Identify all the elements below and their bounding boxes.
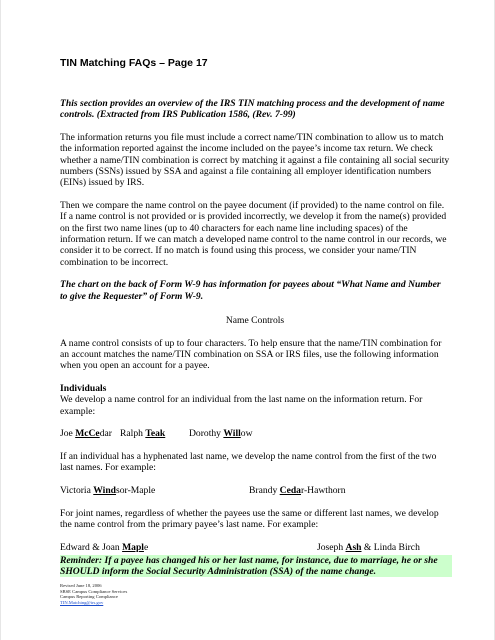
example-joint-names bbox=[60, 542, 450, 554]
intro-paragraph: This section provides an overview of the IRS TIN matching process and the development of name controls. (Extracted from IRS Publication 1586, (Rev. 7-99) bbox=[60, 98, 445, 121]
example-name-5: Brandy Cedar-Hawthorn bbox=[249, 484, 346, 496]
page-title: TIN Matching FAQs – Page 17 bbox=[60, 57, 208, 69]
footer-department: SBSE Campus Compliance Services bbox=[60, 588, 128, 594]
paragraph-name-control-compare: Then we compare the name control on the payee document (if provided) to the name control on file. If a name control is not provided or is provided incorrectly, we develop it from the name(s) provided on the first two name lines (up to 40 characters for each name line including spaces) of the information return. If we can match a developed name control to the name control in our records, we consider it to be correct. If no match is found using this process, we consider your name/TIN combination to be incorrect. bbox=[60, 199, 447, 268]
paragraph-name-tin-combination: The information returns you file must include a correct name/TIN combination to allow us to match the information reported against the income included on the payee’s income tax return. We check whether a name/TIN combination is correct by matching it against a file containing all social security numbers (SSNs) issued by SSA and against a file containing all employer identification numbers (EINs) issued by IRS. bbox=[60, 131, 450, 189]
section-heading-name-controls: Name Controls bbox=[225, 315, 285, 327]
joint-names-text: For joint names, regardless of whether the payees use the same or different last names, we develop the name control from the primary payee’s last name. For example: bbox=[60, 507, 439, 531]
page-footer bbox=[60, 583, 127, 605]
example-name-3: Dorothy Willow bbox=[189, 427, 253, 439]
example-name-1: Joe McCedar bbox=[60, 427, 112, 439]
w9-chart-note: The chart on the back of Form W-9 has information for payees about “What Name and Number to give the Requester” of Form W-9. bbox=[60, 279, 441, 302]
individuals-text: We develop a name control for an individual from the last name on the information return. For example: bbox=[60, 394, 423, 417]
example-name-6: Edward & Joan Maple bbox=[60, 541, 149, 553]
reminder-box: Reminder: If a payee has changed his or her last name, for instance, due to marriage, he or she SHOULD inform the Social Security Administration (SSA) of the name change. bbox=[60, 555, 452, 578]
example-name-2: Ralph Teak bbox=[120, 427, 166, 439]
example-name-7: Joseph Ash & Linda Birch bbox=[317, 541, 420, 553]
example-name-4: Victoria Windsor-Maple bbox=[60, 484, 156, 496]
footer-office: Campus Reporting Compliance bbox=[60, 594, 118, 600]
example-individual-names bbox=[60, 428, 450, 440]
individuals-heading: Individuals bbox=[60, 382, 107, 394]
footer-email-link[interactable]: TIN.Matching@irs.gov bbox=[60, 599, 104, 605]
footer-revised-date: Revised June 18, 2006 bbox=[60, 583, 102, 588]
example-hyphenated-names bbox=[60, 485, 450, 497]
paragraph-name-control-definition: A name control consists of up to four characters. To help ensure that the name/TIN combination for an account matches the name/TIN combination on SSA or IRS files, use the following information when you open an account for a payee. bbox=[60, 337, 442, 372]
hyphenated-name-text: If an individual has a hyphenated last name, we develop the name control from the first of the two last names. For example: bbox=[60, 450, 437, 474]
document-content bbox=[60, 44, 450, 577]
